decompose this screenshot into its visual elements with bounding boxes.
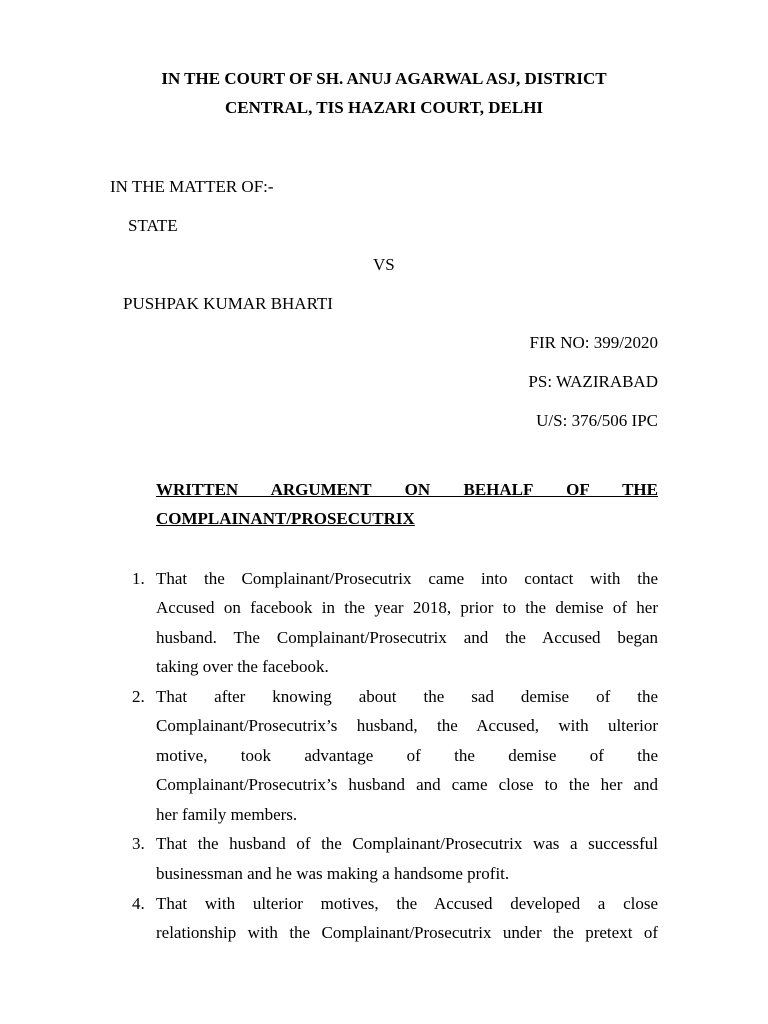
argument-paragraphs <box>132 564 658 948</box>
party-accused: PUSHPAK KUMAR BHARTI <box>123 294 333 313</box>
paragraph-number: 3. <box>132 834 145 854</box>
argument-title-line-2: COMPLAINANT/PROSECUTRIX <box>156 509 415 528</box>
paragraph-line: Complainant/Prosecutrix’s husband and came close to the her and <box>156 775 658 795</box>
police-station: PS: WAZIRABAD <box>528 372 658 391</box>
argument-title-line-1: WRITTEN ARGUMENT ON BEHALF OF THE <box>156 480 658 499</box>
paragraph-line: taking over the facebook. <box>156 657 329 677</box>
court-heading-line-2: CENTRAL, TIS HAZARI COURT, DELHI <box>224 98 544 117</box>
paragraph-line: motive, took advantage of the demise of the <box>156 745 658 765</box>
paragraph-number: 4. <box>132 893 145 913</box>
paragraph-line: That with ulterior motives, the Accused developed a close <box>156 893 658 913</box>
paragraph-line: Accused on facebook in the year 2018, prior to the demise of her <box>156 598 658 618</box>
versus-label: VS <box>373 255 395 274</box>
paragraph-3 <box>132 829 658 888</box>
paragraph-line: That the Complainant/Prosecutrix came into contact with the <box>156 569 658 588</box>
paragraph-2 <box>132 682 658 829</box>
paragraph-line: Complainant/Prosecutrix’s husband, the Accused, with ulterior <box>156 716 658 736</box>
argument-title <box>156 475 658 533</box>
fir-number: FIR NO: 399/2020 <box>529 333 658 352</box>
matter-intro: IN THE MATTER OF:- <box>110 177 274 196</box>
paragraph-line: businessman and he was making a handsome profit. <box>156 863 510 883</box>
paragraph-line: relationship with the Complainant/Prosecutrix under the pretext of <box>156 923 658 943</box>
court-heading <box>110 64 658 122</box>
paragraph-line: That the husband of the Complainant/Prosecutrix was a successful <box>156 834 658 854</box>
paragraph-number: 2. <box>132 687 145 707</box>
paragraph-1 <box>132 564 658 682</box>
paragraph-line: her family members. <box>156 804 298 824</box>
paragraph-number: 1. <box>132 569 145 588</box>
party-state: STATE <box>128 216 178 235</box>
sections-ipc: U/S: 376/506 IPC <box>536 411 658 430</box>
paragraph-line: husband. The Complainant/Prosecutrix and the Accused began <box>156 627 658 647</box>
paragraph-4 <box>132 889 658 948</box>
paragraph-line: That after knowing about the sad demise of the <box>156 687 658 707</box>
court-heading-line-1: IN THE COURT OF SH. ANUJ AGARWAL ASJ, DISTRICT <box>161 69 607 88</box>
